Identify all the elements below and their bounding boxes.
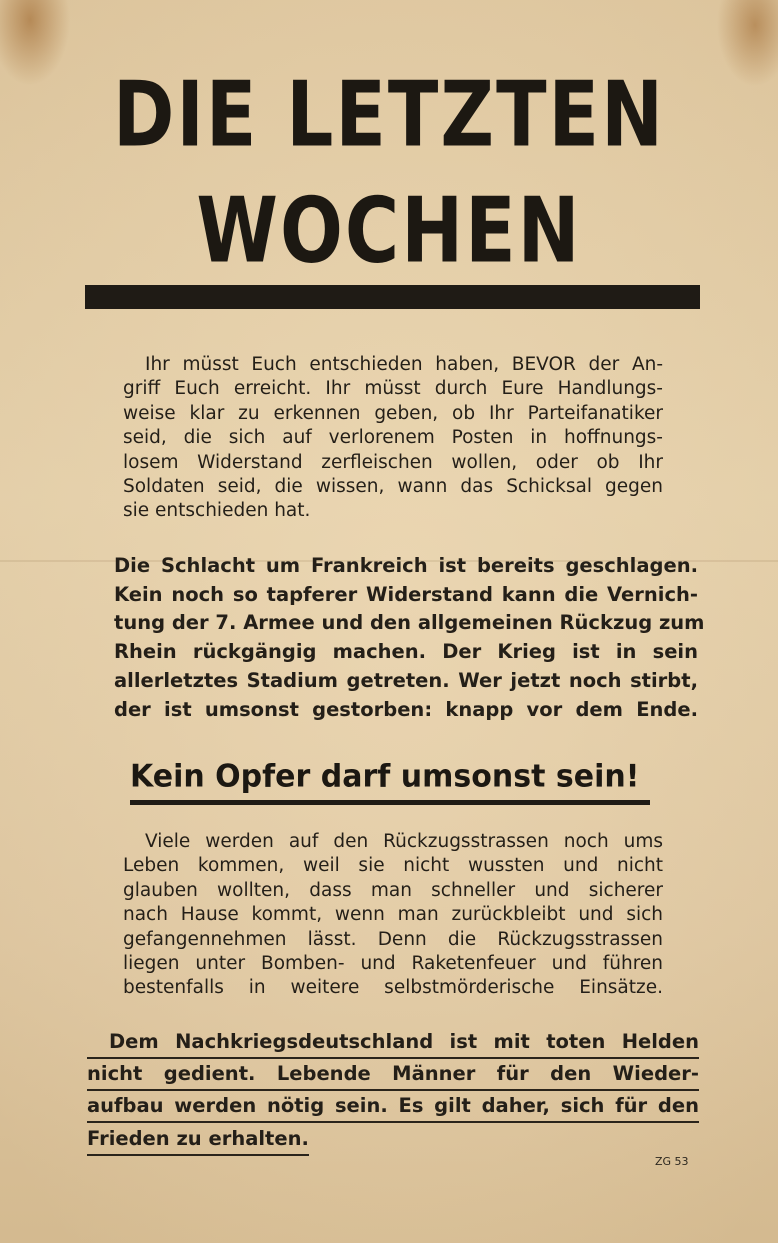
paragraph-2-line: der ist umsonst gestorben: knapp vor dem Ende. xyxy=(114,697,698,721)
paragraph-3-line: Viele werden auf den Rückzugsstrassen noch ums xyxy=(145,831,663,852)
subtitle-rule xyxy=(130,800,650,805)
paragraph-3-line: Leben kommen, weil sie nicht wussten und nicht xyxy=(123,855,663,877)
paragraph-2-line: tung der 7. Armee und den allgemeinen Rückzug zum xyxy=(114,611,705,635)
paragraph-3 xyxy=(123,830,663,1001)
paragraph-1-line: Ihr müsst Euch entschieden haben, BEVOR der An- xyxy=(145,354,663,375)
paragraph-3-line: gefangennehmen lässt. Denn die Rückzugsstrassen xyxy=(123,928,663,950)
paragraph-1-line: griff Euch erreicht. Ihr müsst durch Eure Handlungs- xyxy=(123,378,663,400)
paragraph-4-line: Frieden zu erhalten. xyxy=(87,1124,309,1156)
paragraph-3-line: glauben wollten, dass man schneller und sicherer xyxy=(123,879,663,901)
paragraph-1-line: weise klar zu erkennen geben, ob Ihr Parteifanatiker xyxy=(123,402,663,424)
paragraph-4 xyxy=(87,1027,699,1156)
paragraph-3-line: nach Hause kommt, wenn man zurückbleibt und sich xyxy=(123,904,663,926)
paragraph-4-line: aufbau werden nötig sein. Es gilt daher, sich für den xyxy=(87,1091,699,1123)
paragraph-2-line: Kein noch so tapferer Widerstand kann die Vernich- xyxy=(114,582,698,606)
paragraph-1-line: Soldaten seid, die wissen, wann das Schicksal gegen xyxy=(123,476,663,498)
title-rule xyxy=(85,285,700,309)
subtitle: Kein Opfer darf umsonst sein! xyxy=(130,758,640,795)
paragraph-1 xyxy=(123,353,663,524)
paragraph-4-line: Dem Nachkriegsdeutschland ist mit toten Helden xyxy=(87,1027,699,1059)
leaflet-code: ZG 53 xyxy=(655,1155,689,1168)
paragraph-1-line: losem Widerstand zerfleischen wollen, oder ob Ihr xyxy=(123,451,663,473)
paragraph-3-line: liegen unter Bomben- und Raketenfeuer und führen xyxy=(123,953,663,975)
paragraph-2 xyxy=(114,552,705,724)
title-line-1: DIE LETZTEN xyxy=(112,62,666,168)
paragraph-2-line: Die Schlacht um Frankreich ist bereits geschlagen. xyxy=(114,554,698,577)
paragraph-2-line: allerletztes Stadium getreten. Wer jetzt noch stirbt, xyxy=(114,668,698,692)
title-line-2: WOCHEN xyxy=(196,178,582,284)
paragraph-3-line: bestenfalls in weitere selbstmörderische Einsätze. xyxy=(123,977,663,999)
paragraph-4-line: nicht gedient. Lebende Männer für den Wieder- xyxy=(87,1059,699,1091)
paragraph-1-line: sie entschieden hat. xyxy=(123,500,311,522)
paragraph-1-line: seid, die sich auf verlorenem Posten in hoffnungs- xyxy=(123,427,663,449)
paragraph-2-line: Rhein rückgängig machen. Der Krieg ist in sein xyxy=(114,640,698,664)
